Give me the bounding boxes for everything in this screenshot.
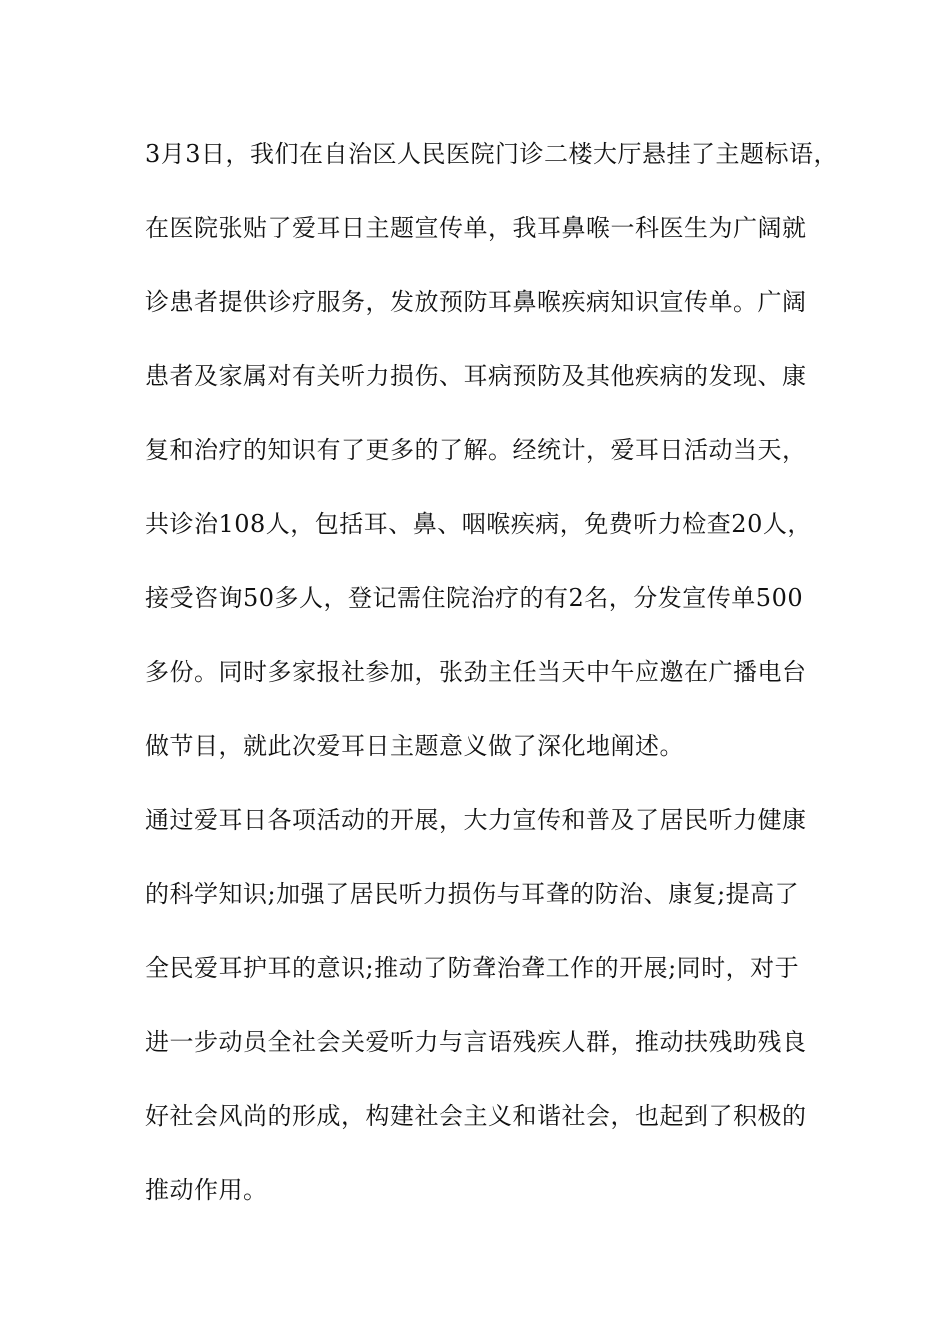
paragraph-1-line-3: 诊患者提供诊疗服务，发放预防耳鼻喉疾病知识宣传单。广阔 [145,288,807,316]
paragraph-2-line-4: 进一步动员全社会关爱听力与言语残疾人群，推动扶残助残良 [145,1028,807,1056]
paragraph-1-line-8: 多份。同时多家报社参加，张劲主任当天中午应邀在广播电台 [145,658,807,686]
paragraph-2-line-5: 好社会风尚的形成，构建社会主义和谐社会，也起到了积极的 [145,1102,807,1130]
paragraph-2-line-2: 的科学知识;加强了居民听力损伤与耳聋的防治、康复;提高了 [145,880,800,908]
paragraph-1-line-2: 在医院张贴了爱耳日主题宣传单，我耳鼻喉一科医生为广阔就 [145,214,807,242]
paragraph-1-line-5: 复和治疗的知识有了更多的了解。经统计，爱耳日活动当天， [145,436,807,464]
paragraph-2-line-6: 推动作用。 [145,1176,268,1204]
paragraph-1-line-9: 做节目，就此次爱耳日主题意义做了深化地阐述。 [145,732,684,760]
paragraph-2-line-1: 通过爱耳日各项活动的开展，大力宣传和普及了居民听力健康 [145,806,807,834]
paragraph-1-line-4: 患者及家属对有关听力损伤、耳病预防及其他疾病的发现、康 [145,362,807,390]
paragraph-1-line-7: 接受咨询50多人，登记需住院治疗的有2名，分发宣传单500 [145,584,804,612]
paragraph-1-line-1: 3月3日，我们在自治区人民医院门诊二楼大厅悬挂了主题标语， [145,140,839,168]
paragraph-1-line-6: 共诊治108人，包括耳、鼻、咽喉疾病，免费听力检查20人， [145,510,812,538]
paragraph-2-line-3: 全民爱耳护耳的意识;推动了防聋治聋工作的开展;同时，对于 [145,954,800,982]
